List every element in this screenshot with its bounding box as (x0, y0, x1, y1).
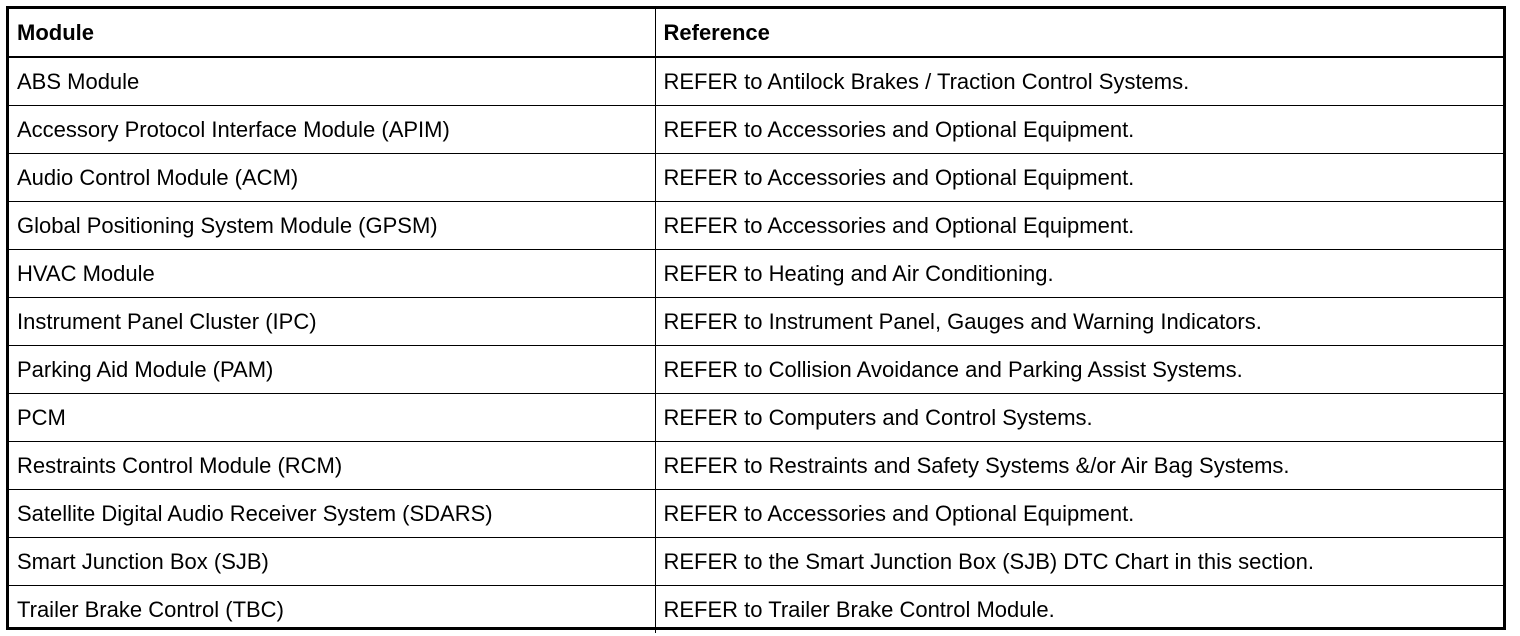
reference-cell: REFER to Accessories and Optional Equipment. (655, 490, 1503, 538)
module-cell: PCM (9, 394, 655, 442)
header-reference: Reference (655, 9, 1503, 57)
reference-cell: REFER to Heating and Air Conditioning. (655, 250, 1503, 298)
table-row (9, 442, 1503, 490)
module-cell: Instrument Panel Cluster (IPC) (9, 298, 655, 346)
module-cell: Parking Aid Module (PAM) (9, 346, 655, 394)
module-cell: Accessory Protocol Interface Module (APIM) (9, 106, 655, 154)
module-cell: Smart Junction Box (SJB) (9, 538, 655, 586)
module-cell: Satellite Digital Audio Receiver System (SDARS) (9, 490, 655, 538)
table-row (9, 586, 1503, 634)
module-cell: Global Positioning System Module (GPSM) (9, 202, 655, 250)
table-row (9, 202, 1503, 250)
table-row (9, 250, 1503, 298)
table-row (9, 394, 1503, 442)
reference-cell: REFER to Collision Avoidance and Parking Assist Systems. (655, 346, 1503, 394)
module-cell: Audio Control Module (ACM) (9, 154, 655, 202)
module-reference-table (9, 9, 1503, 633)
table-row (9, 298, 1503, 346)
reference-cell: REFER to Instrument Panel, Gauges and Warning Indicators. (655, 298, 1503, 346)
table-row (9, 538, 1503, 586)
header-module: Module (9, 9, 655, 57)
reference-cell: REFER to Accessories and Optional Equipment. (655, 202, 1503, 250)
table-row (9, 57, 1503, 106)
module-cell: Trailer Brake Control (TBC) (9, 586, 655, 634)
reference-cell: REFER to the Smart Junction Box (SJB) DTC Chart in this section. (655, 538, 1503, 586)
table-row (9, 346, 1503, 394)
module-cell: HVAC Module (9, 250, 655, 298)
module-cell: Restraints Control Module (RCM) (9, 442, 655, 490)
table-row (9, 106, 1503, 154)
reference-cell: REFER to Restraints and Safety Systems &/or Air Bag Systems. (655, 442, 1503, 490)
table-header-row (9, 9, 1503, 57)
reference-cell: REFER to Computers and Control Systems. (655, 394, 1503, 442)
reference-cell: REFER to Trailer Brake Control Module. (655, 586, 1503, 634)
table-row (9, 490, 1503, 538)
module-reference-table-frame (6, 6, 1506, 630)
reference-cell: REFER to Accessories and Optional Equipment. (655, 154, 1503, 202)
table-row (9, 154, 1503, 202)
reference-cell: REFER to Accessories and Optional Equipment. (655, 106, 1503, 154)
reference-cell: REFER to Antilock Brakes / Traction Control Systems. (655, 57, 1503, 106)
module-cell: ABS Module (9, 57, 655, 106)
